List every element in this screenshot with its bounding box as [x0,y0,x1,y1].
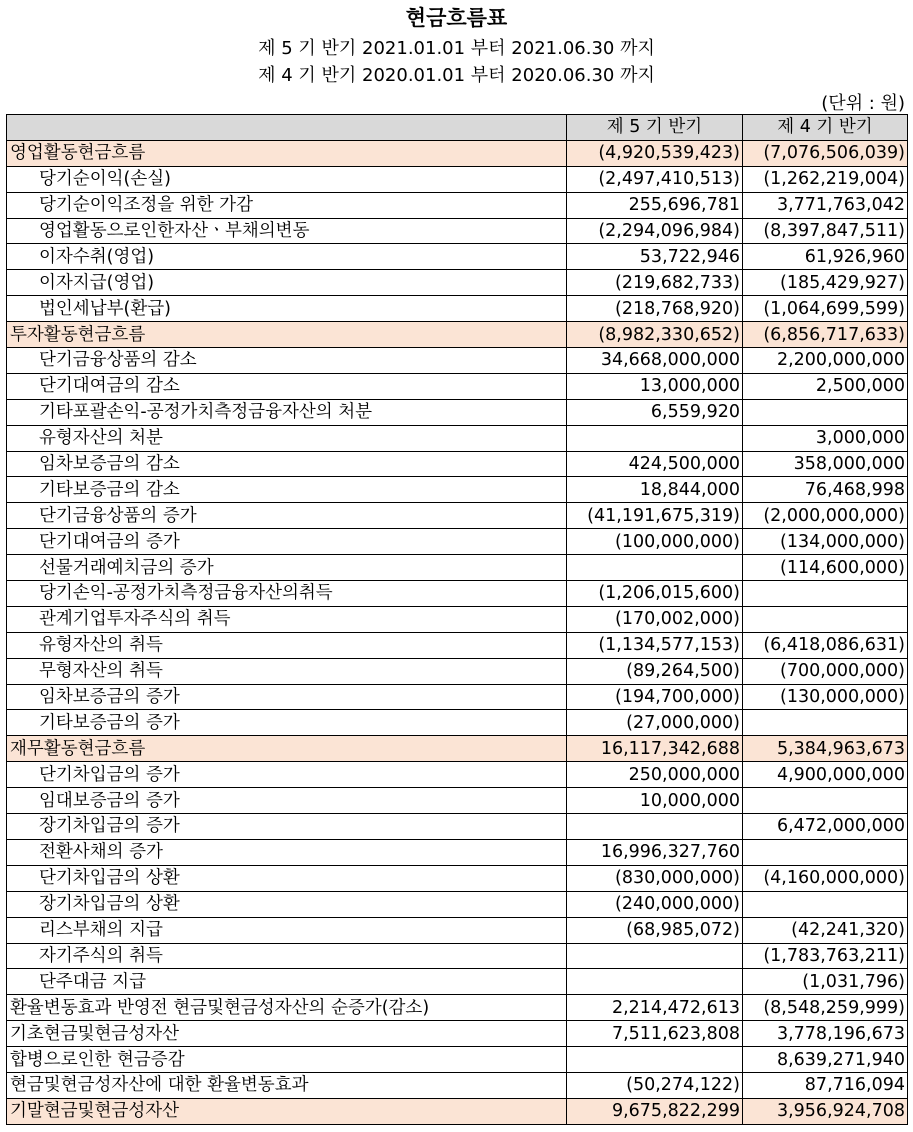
table-row [7,192,908,218]
row-label: 이자지급(영업) [7,270,567,296]
prior-period-value: (8,548,259,999) [743,995,908,1021]
prior-period-value: (130,000,000) [743,684,908,710]
current-period-value: (218,768,920) [567,296,743,322]
row-label: 재무활동현금흐름 [7,736,567,762]
current-period-value: (4,920,539,423) [567,140,743,166]
current-period-value [567,425,743,451]
table-row [7,606,908,632]
row-label: 현금및현금성자산에 대한 환율변동효과 [7,1072,567,1098]
row-label: 기타보증금의 감소 [7,477,567,503]
current-period-value [567,1047,743,1073]
header-current-period: 제 5 기 반기 [567,115,743,141]
prior-period-value: (185,429,927) [743,270,908,296]
table-row [7,529,908,555]
prior-period-value: 3,771,763,042 [743,192,908,218]
header-prior-period: 제 4 기 반기 [743,115,908,141]
row-label: 장기차입금의 상환 [7,891,567,917]
prior-period-value [743,399,908,425]
prior-period-value: 5,384,963,673 [743,736,908,762]
prior-period-value: (42,241,320) [743,917,908,943]
current-period-value: (89,264,500) [567,658,743,684]
table-row [7,943,908,969]
prior-period-value: 87,716,094 [743,1072,908,1098]
current-period-value: 16,996,327,760 [567,839,743,865]
table-body [7,140,908,1124]
prior-period-value: 76,468,998 [743,477,908,503]
table-row [7,917,908,943]
current-period-value: 13,000,000 [567,373,743,399]
table-row [7,555,908,581]
table-row [7,710,908,736]
table-row [7,1021,908,1047]
current-period-value: (194,700,000) [567,684,743,710]
prior-period-value [743,891,908,917]
prior-period-value: (2,000,000,000) [743,503,908,529]
row-label: 영업활동현금흐름 [7,140,567,166]
prior-period-value: (4,160,000,000) [743,865,908,891]
current-period-value: (8,982,330,652) [567,322,743,348]
current-period-line: 제 5 기 반기 2021.01.01 부터 2021.06.30 까지 [258,38,655,59]
table-row [7,658,908,684]
row-label: 단기대여금의 증가 [7,529,567,555]
section-row [7,140,908,166]
table-row [7,477,908,503]
table-row [7,399,908,425]
row-label: 기초현금및현금성자산 [7,1021,567,1047]
table-row [7,839,908,865]
current-period-value: 34,668,000,000 [567,348,743,374]
row-label: 당기순이익(손실) [7,166,567,192]
row-label: 환율변동효과 반영전 현금및현금성자산의 순증가(감소) [7,995,567,1021]
prior-period-value: (8,397,847,511) [743,218,908,244]
unit-label: (단위 : 원) [821,93,905,114]
row-label: 단기대여금의 감소 [7,373,567,399]
prior-period-value: (6,856,717,633) [743,322,908,348]
prior-period-value: 8,639,271,940 [743,1047,908,1073]
table-row [7,425,908,451]
row-label: 기타포괄손익-공정가치측정금융자산의 처분 [7,399,567,425]
table-header-row [7,115,908,141]
current-period-value: (100,000,000) [567,529,743,555]
prior-period-value: (114,600,000) [743,555,908,581]
table-row [7,218,908,244]
current-period-value: 255,696,781 [567,192,743,218]
current-period-value: 6,559,920 [567,399,743,425]
row-label: 단기차입금의 증가 [7,762,567,788]
section-row [7,736,908,762]
current-period-value: (170,002,000) [567,606,743,632]
prior-period-value: (1,031,796) [743,969,908,995]
prior-period-value [743,839,908,865]
section-row [7,322,908,348]
row-label: 단기차입금의 상환 [7,865,567,891]
table-row [7,632,908,658]
section-row [7,1098,908,1124]
table-row [7,503,908,529]
prior-period-value: 6,472,000,000 [743,814,908,840]
row-label: 임차보증금의 감소 [7,451,567,477]
row-label: 유형자산의 처분 [7,425,567,451]
table-row [7,296,908,322]
current-period-value [567,555,743,581]
prior-period-value: (1,064,699,599) [743,296,908,322]
table-row [7,762,908,788]
statement-title: 현금흐름표 [405,6,508,30]
row-label: 영업활동으로인한자산ㆍ부채의변동 [7,218,567,244]
current-period-value: 424,500,000 [567,451,743,477]
current-period-value: 250,000,000 [567,762,743,788]
prior-period-value: (1,262,219,004) [743,166,908,192]
row-label: 장기차입금의 증가 [7,814,567,840]
prior-period-value: 3,000,000 [743,425,908,451]
prior-period-value: 4,900,000,000 [743,762,908,788]
current-period-value [567,943,743,969]
row-label: 임차보증금의 증가 [7,684,567,710]
prior-period-value [743,581,908,607]
prior-period-value: 3,956,924,708 [743,1098,908,1124]
current-period-value [567,969,743,995]
current-period-value: 7,511,623,808 [567,1021,743,1047]
prior-period-value: 3,778,196,673 [743,1021,908,1047]
table-row [7,581,908,607]
row-label: 관계기업투자주식의 취득 [7,606,567,632]
row-label: 투자활동현금흐름 [7,322,567,348]
row-label: 합병으로인한 현금증감 [7,1047,567,1073]
current-period-value: (830,000,000) [567,865,743,891]
table-row [7,166,908,192]
current-period-value: (27,000,000) [567,710,743,736]
table-row [7,1072,908,1098]
current-period-value: 10,000,000 [567,788,743,814]
current-period-value: 18,844,000 [567,477,743,503]
prior-period-value: 358,000,000 [743,451,908,477]
header-account [7,115,567,141]
prior-period-value [743,710,908,736]
prior-period-value [743,788,908,814]
table-row [7,1047,908,1073]
table-row [7,865,908,891]
row-label: 단기금융상품의 감소 [7,348,567,374]
cash-flow-table [6,114,908,1125]
table-row [7,995,908,1021]
current-period-value: (50,274,122) [567,1072,743,1098]
current-period-value: 9,675,822,299 [567,1098,743,1124]
prior-period-value: 2,500,000 [743,373,908,399]
prior-period-value: 2,200,000,000 [743,348,908,374]
prior-period-value: (1,783,763,211) [743,943,908,969]
row-label: 기타보증금의 증가 [7,710,567,736]
current-period-value: (240,000,000) [567,891,743,917]
prior-period-value: 61,926,960 [743,244,908,270]
row-label: 무형자산의 취득 [7,658,567,684]
current-period-value: (219,682,733) [567,270,743,296]
row-label: 단기금융상품의 증가 [7,503,567,529]
row-label: 기말현금및현금성자산 [7,1098,567,1124]
row-label: 당기손익-공정가치측정금융자산의취득 [7,581,567,607]
prior-period-value: (6,418,086,631) [743,632,908,658]
current-period-value: (1,206,015,600) [567,581,743,607]
current-period-value: 53,722,946 [567,244,743,270]
current-period-value: (1,134,577,153) [567,632,743,658]
row-label: 유형자산의 취득 [7,632,567,658]
row-label: 단주대금 지급 [7,969,567,995]
table-row [7,814,908,840]
current-period-value: (68,985,072) [567,917,743,943]
table-row [7,969,908,995]
prior-period-value: (7,076,506,039) [743,140,908,166]
row-label: 선물거래예치금의 증가 [7,555,567,581]
prior-period-value [743,606,908,632]
prior-period-line: 제 4 기 반기 2020.01.01 부터 2020.06.30 까지 [258,65,655,86]
table-row [7,373,908,399]
current-period-value: 16,117,342,688 [567,736,743,762]
row-label: 리스부채의 지급 [7,917,567,943]
row-label: 자기주식의 취득 [7,943,567,969]
prior-period-value: (700,000,000) [743,658,908,684]
current-period-value: 2,214,472,613 [567,995,743,1021]
current-period-value [567,814,743,840]
table-row [7,891,908,917]
row-label: 임대보증금의 증가 [7,788,567,814]
table-row [7,270,908,296]
table-row [7,451,908,477]
table-row [7,244,908,270]
row-label: 이자수취(영업) [7,244,567,270]
table-row [7,348,908,374]
row-label: 당기순이익조정을 위한 가감 [7,192,567,218]
table-row [7,684,908,710]
row-label: 법인세납부(환급) [7,296,567,322]
current-period-value: (41,191,675,319) [567,503,743,529]
row-label: 전환사채의 증가 [7,839,567,865]
prior-period-value: (134,000,000) [743,529,908,555]
table-row [7,788,908,814]
current-period-value: (2,497,410,513) [567,166,743,192]
current-period-value: (2,294,096,984) [567,218,743,244]
